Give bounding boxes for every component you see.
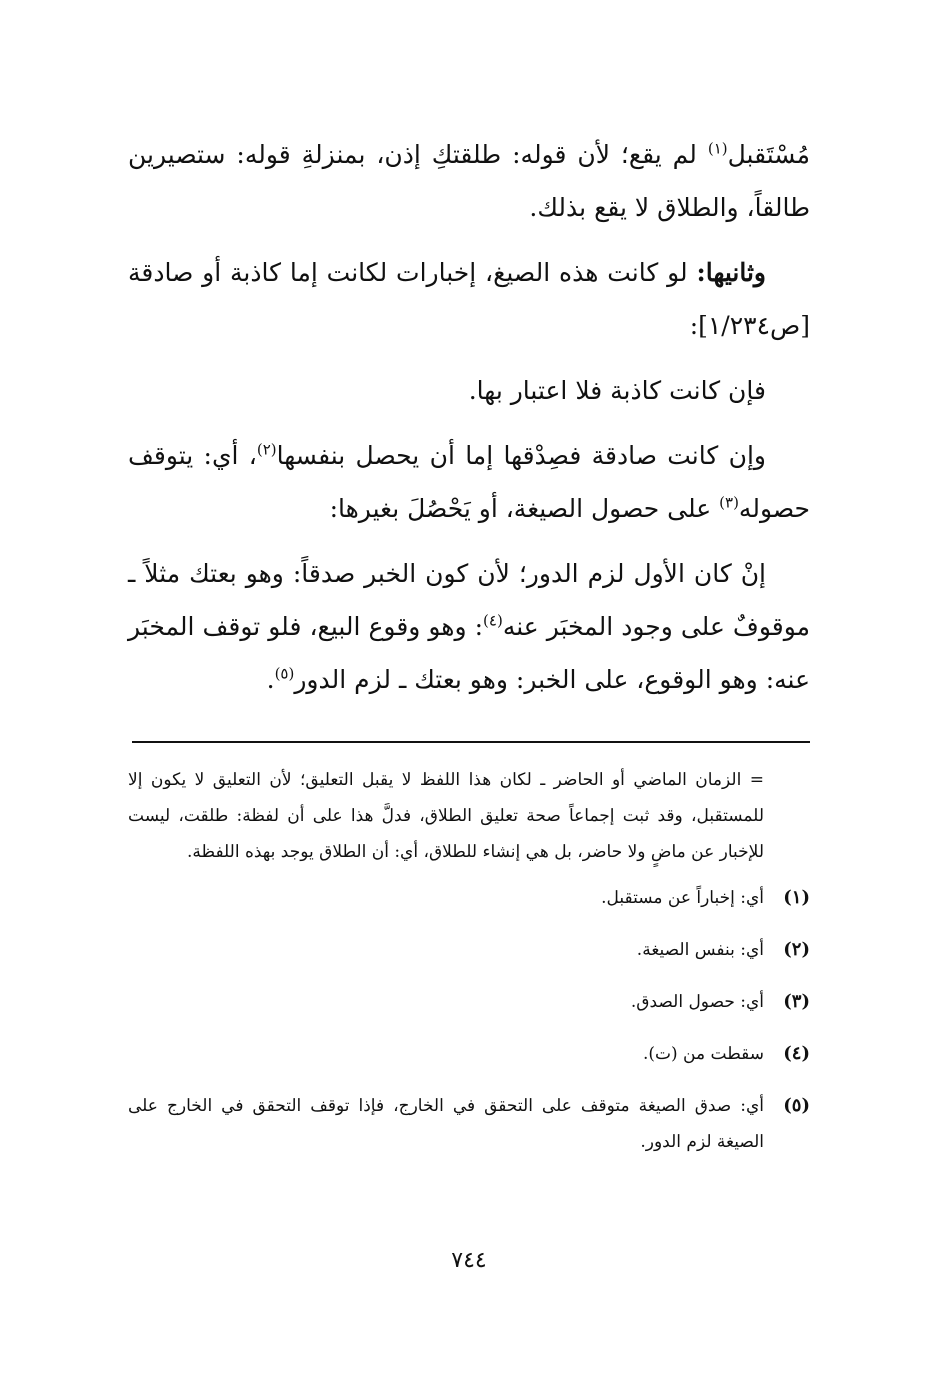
footnote-text: سقطت من (ت). [642,1044,764,1064]
footnote-3 [128,984,810,1020]
paragraph-1-rest: لم يقع؛ لأن قوله: طلقتكِ إذن، بمنزلةِ قوله: ستصيرين طالقاً، والطلاق لا يقع بذلك. [128,140,810,222]
paragraph-5-part-2: : وهو وقوع البيع، فلو توقف المخبَر عنه: وهو الوقوع، على الخبر: وهو بعتك ـ لزم الدور [128,612,810,694]
footnote-number: (٢) [783,939,810,960]
paragraph-2-heading: وثانيها: [696,258,766,287]
main-text-body [128,128,810,718]
footnote-text: أي: صدق الصيغة متوقف على التحقق في الخارج، فإذا توقف التحقق في الخارج على الصيغة لزم الدور. [128,1096,764,1152]
footnotes-section [128,762,810,1176]
footnote-ref-1: (١) [707,139,728,158]
footnote-number: (٣) [783,991,810,1012]
paragraph-5-part-3: . [266,665,275,694]
paragraph-5-part-1: إنْ كان الأول لزم الدور؛ لأن كون الخبر صدقاً: وهو بعتك مثلاً ـ موقوفٌ على وجود المخبَر عنه [128,559,810,641]
paragraph-4-part-2: ، أي: يتوقف حصوله [128,441,810,523]
footnote-continuation: = الزمان الماضي أو الحاضر ـ لكان هذا اللفظ لا يقبل التعليق؛ لأن التعليق لا يكون إلا للمستقبل، وقد ثبت إجماعاً صحة تعليق الطلاق، فدلَّ هذا على أن لفظة: طلقت، ليست للإخبار عن ماضٍ ولا حاضر، بل هي إنشاء للطلاق، أي: أن الطلاق يوجد بهذه اللفظة. [128,770,764,862]
paragraph-3-text: فإن كانت كاذبة فلا اعتبار بها. [468,376,766,405]
paragraph-4 [128,429,810,535]
footnote-5 [128,1088,810,1160]
paragraph-4-part-3: على حصول الصيغة، أو يَحْصُلَ بغيرها: [329,494,720,523]
footnote-ref-3: (٣) [719,493,739,512]
page-number: ٧٤٤ [451,1248,487,1273]
paragraph-3 [128,364,810,417]
footnote-number: (١) [783,887,810,908]
paragraph-2-text: لو كانت هذه الصيغ، إخبارات لكانت إما كاذبة أو صادقة [ص١/٢٣٤]: [128,258,810,340]
footnote-ref-5: (٥) [274,664,295,683]
paragraph-5 [128,547,810,706]
paragraph-1 [128,128,810,234]
footnote-1 [128,880,810,916]
footnote-2 [128,932,810,968]
footnote-text: أي: حصول الصدق. [630,992,764,1012]
footnote-number: (٤) [783,1043,810,1064]
paragraph-4-part-1: وإن كانت صادقة فصِدْقها إما أن يحصل بنفسها [276,441,766,470]
footnote-divider [132,741,810,743]
footnote-ref-2: (٢) [256,440,277,459]
footnote-text: أي: إخباراً عن مستقبل. [601,888,764,908]
footnote-ref-4: (٤) [483,611,503,630]
paragraph-1-start: مُسْتَقبل [727,140,810,169]
footnote-4 [128,1036,810,1072]
paragraph-2 [128,246,810,352]
footnote-text: أي: بنفس الصيغة. [636,940,764,960]
footnote-number: (٥) [783,1095,810,1116]
